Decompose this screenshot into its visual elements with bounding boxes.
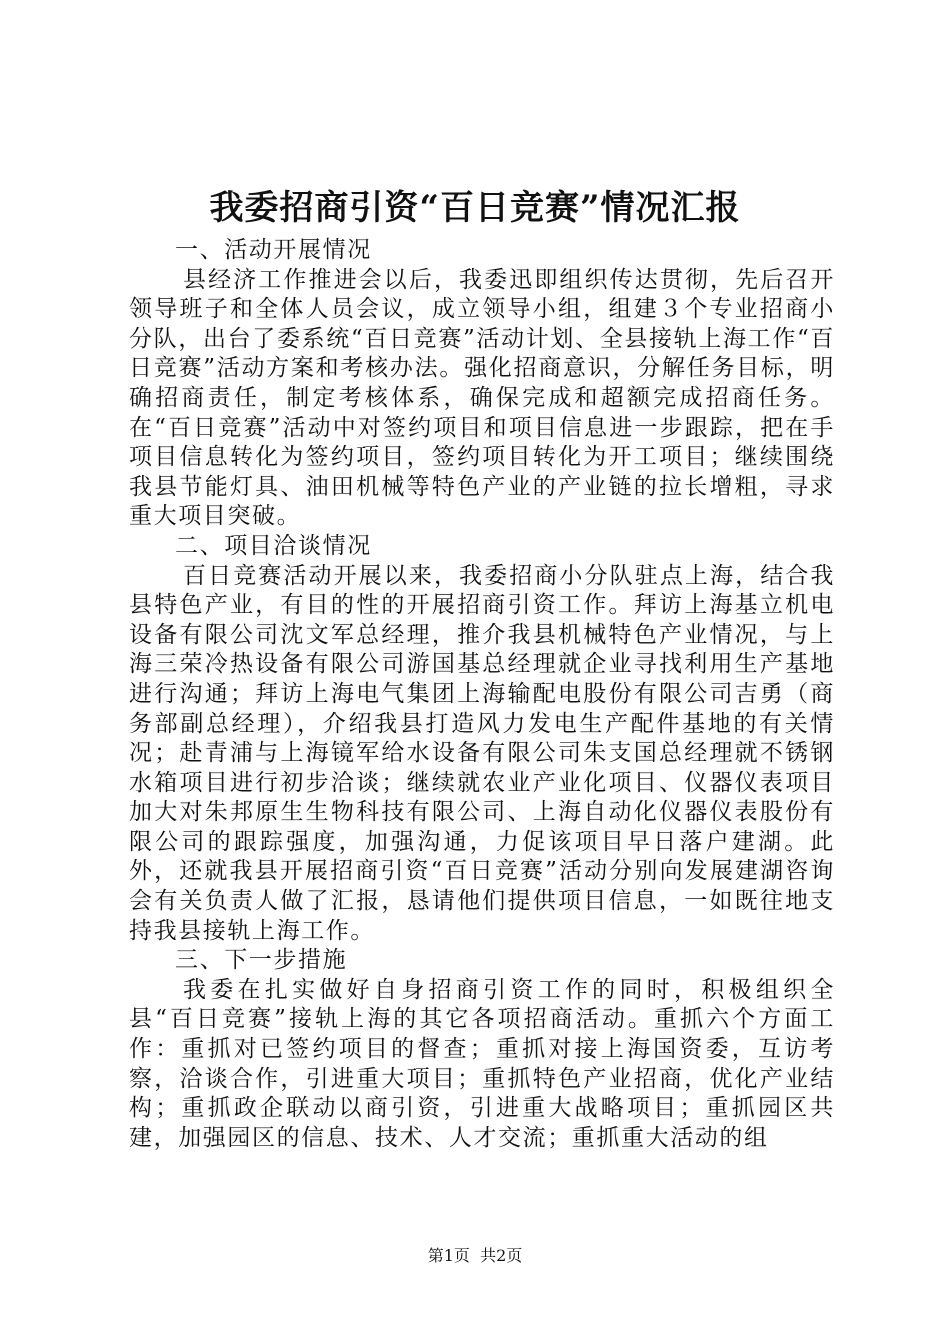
page-number-footer: 第1页 共2页 — [427, 1246, 523, 1265]
section-paragraph-1: 县经济工作推进会以后，我委迅即组织传达贯彻，先后召开领导班子和全体人员会议，成立领导小组，组建３个专业招商小分队，出台了委系统“百日竞赛”活动计划、全县接轨上海工作“百日竞赛”活动方案和考核办法。强化招商意识，分解任务目标，明确招商责任，制定考核体系，确保完成和超额完成招商任务。在“百日竞赛”活动中对签约项目和项目信息进一步跟踪，把在手项目信息转化为签约项目，签约项目转化为开工项目；继续围绕我县节能灯具、油田机械等特色产业的产业链的拉长增粗，寻求重大项目突破。 — [129, 266, 835, 530]
document-body — [129, 236, 835, 1153]
section-paragraph-3: 我委在扎实做好自身招商引资工作的同时，积极组织全县“百日竞赛”接轨上海的其它各项招商活动。重抓六个方面工作：重抓对已签约项目的督查；重抓对接上海国资委，互访考察，洽谈合作，引进重大项目；重抓特色产业招商，优化产业结构；重抓政企联动以商引资，引进重大战略项目；重抓园区共建，加强园区的信息、技术、人才交流；重抓重大活动的组 — [129, 976, 835, 1151]
section-paragraph-2: 百日竞赛活动开展以来，我委招商小分队驻点上海，结合我县特色产业，有目的性的开展招商引资工作。拜访上海基立机电设备有限公司沈文军总经理，推介我县机械特色产业情况，与上海三荣冷热设备有限公司游国基总经理就企业寻找利用生产基地进行沟通；拜访上海电气集团上海输配电股份有限公司吉勇（商务部副总经理），介绍我县打造风力发电生产配件基地的有关情况；赴青浦与上海镜军给水设备有限公司朱支国总经理就不锈钢水箱项目进行初步洽谈；继续就农业产业化项目、仪器仪表项目加大对朱邦原生生物科技有限公司、上海自动化仪器仪表股份有限公司的跟踪强度，加强沟通，力促该项目早日落户建湖。此外，还就我县开展招商引资“百日竞赛”活动分别向发展建湖咨询会有关负责人做了汇报，恳请他们提供项目信息，一如既往地支持我县接轨上海工作。 — [129, 562, 835, 944]
section-heading-2: 二、项目洽谈情况 — [175, 532, 372, 559]
section-heading-3: 三、下一步措施 — [175, 947, 348, 974]
document-title: 我委招商引资“百日竞赛”情况汇报 — [209, 188, 741, 228]
section-heading-1: 一、活动开展情况 — [175, 237, 372, 263]
